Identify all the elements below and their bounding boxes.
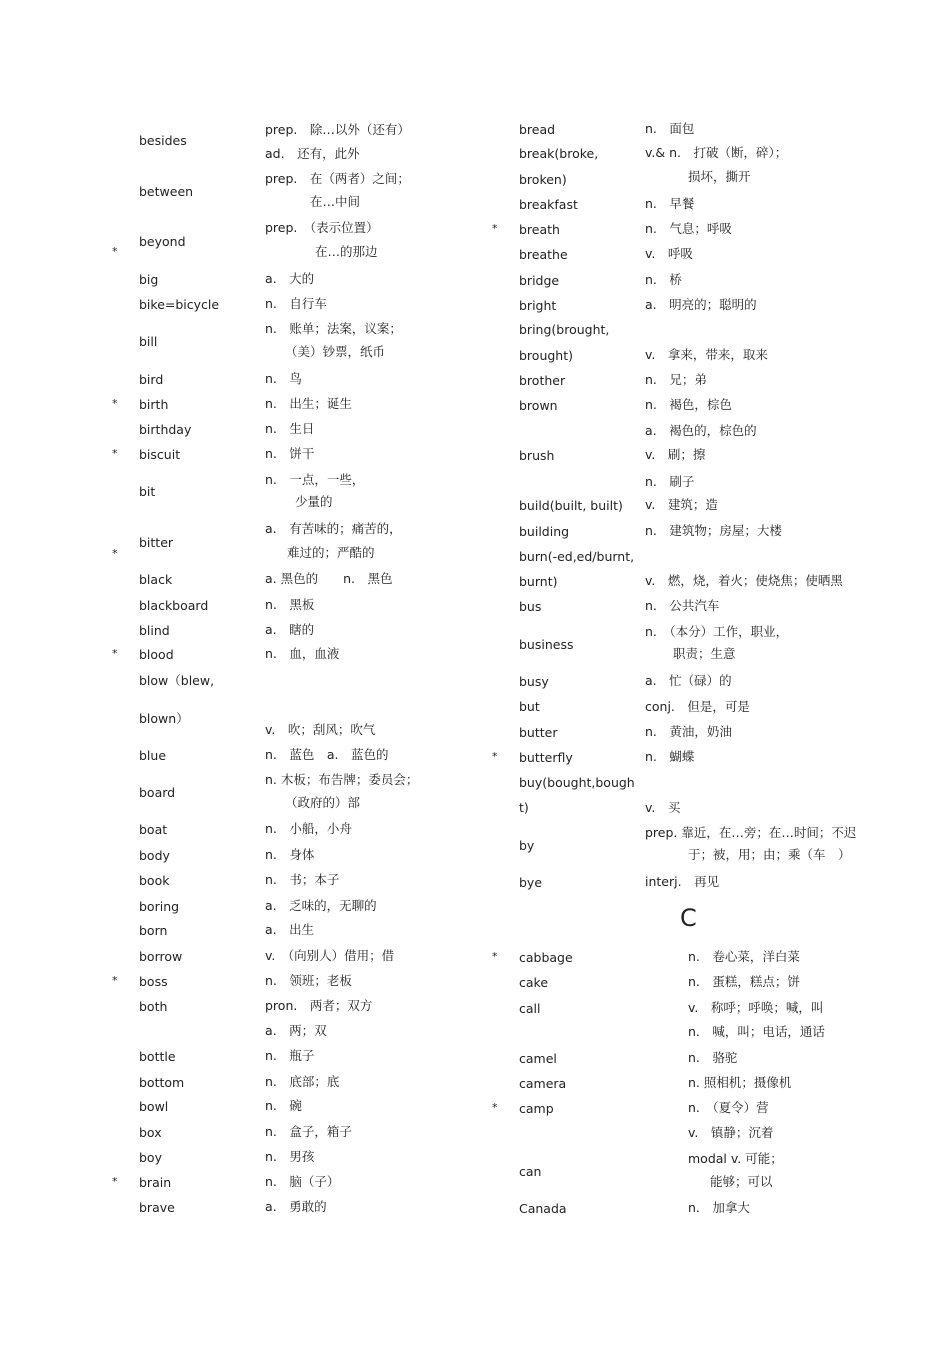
vocab-word: breath — [519, 222, 560, 237]
vocab-word: burnt) — [519, 574, 558, 589]
vocab-definition: n. 出生；诞生 — [265, 396, 352, 411]
vocab-definition: a. 瞎的 — [265, 622, 315, 637]
vocab-word: blackboard — [139, 598, 209, 613]
vocab-definition: n. 底部；底 — [265, 1074, 340, 1089]
vocab-word: blue — [139, 748, 167, 763]
vocab-definition: （政府的）部 — [285, 795, 361, 810]
vocab-word: butterfly — [519, 750, 573, 765]
vocab-word: cabbage — [519, 950, 573, 965]
vocab-definition: n. 蝴蝶 — [645, 749, 695, 764]
vocab-definition: n. 生日 — [265, 421, 315, 436]
vocab-word: bike=bicycle — [139, 297, 220, 312]
vocab-word: big — [139, 272, 159, 287]
vocab-definition: v. 镇静；沉着 — [688, 1125, 774, 1140]
vocab-definition: v. 燃，烧，着火；使烧焦；使晒黑 — [645, 573, 843, 588]
vocab-definition: n. 一点，一些， — [265, 472, 365, 487]
vocab-word: body — [139, 848, 170, 863]
star-marker: * — [492, 1101, 498, 1114]
vocab-word: bitter — [139, 535, 174, 550]
vocab-definition: n. 蓝色 a. 蓝色的 — [265, 747, 389, 762]
vocab-definition: n. 蛋糕，糕点；饼 — [688, 974, 800, 989]
vocab-word: camp — [519, 1101, 554, 1116]
vocab-definition: v.& n. 打破（断，碎）； — [645, 145, 788, 160]
vocab-definition: n. 桥 — [645, 272, 682, 287]
vocab-word: breathe — [519, 247, 568, 262]
vocab-definition: prep. 除…以外（还有） — [265, 122, 410, 137]
vocab-definition: n. 木板；布告牌；委员会； — [265, 772, 419, 787]
vocab-definition: v. 拿来，带来，取来 — [645, 347, 768, 362]
vocab-word: building — [519, 524, 570, 539]
vocab-word: bread — [519, 122, 556, 137]
vocab-word: biscuit — [139, 447, 181, 462]
vocab-definition: v. 买 — [645, 800, 681, 815]
vocab-definition: a. 有苦味的；痛苦的， — [265, 521, 402, 536]
vocab-definition: n. 骆驼 — [688, 1050, 738, 1065]
vocab-word: boy — [139, 1150, 162, 1165]
vocab-word: breakfast — [519, 197, 578, 212]
vocab-word: break(broke, — [519, 146, 599, 161]
vocab-definition: n. 褐色，棕色 — [645, 397, 732, 412]
star-marker: * — [492, 222, 498, 235]
vocab-word: book — [139, 873, 170, 888]
star-marker: * — [112, 397, 118, 410]
vocab-word: cake — [519, 975, 549, 990]
vocab-definition: n. 鸟 — [265, 371, 302, 386]
vocab-word: bowl — [139, 1099, 169, 1114]
vocab-definition: a. 明亮的；聪明的 — [645, 297, 757, 312]
vocab-definition: a. 忙（碌）的 — [645, 673, 732, 688]
vocab-definition: a. 褐色的，棕色的 — [645, 423, 757, 438]
vocab-word: board — [139, 785, 176, 800]
vocab-definition: interj. 再见 — [645, 874, 720, 889]
vocab-definition: n. （夏令）营 — [688, 1100, 769, 1115]
vocab-word: bottle — [139, 1049, 176, 1064]
vocab-word: call — [519, 1001, 541, 1016]
vocab-definition: 职责；生意 — [673, 646, 736, 661]
vocab-definition: 能够；可以 — [710, 1174, 773, 1189]
vocab-word: black — [139, 572, 173, 587]
vocab-word: t) — [519, 800, 529, 815]
vocab-word: brother — [519, 373, 566, 388]
vocab-word: blown） — [139, 711, 189, 726]
vocab-definition: 在…中间 — [310, 194, 361, 209]
vocab-definition: ad. 还有，此外 — [265, 146, 360, 161]
vocab-definition: n. 身体 — [265, 847, 315, 862]
vocab-word: burn(-ed,ed/burnt, — [519, 549, 635, 564]
vocab-word: both — [139, 999, 168, 1014]
vocab-word: blind — [139, 623, 170, 638]
vocab-word: can — [519, 1164, 542, 1179]
vocab-definition: prep. （表示位置） — [265, 220, 379, 235]
vocab-definition: n. 账单；法案，议案； — [265, 321, 402, 336]
vocab-definition: n. 领班；老板 — [265, 973, 352, 988]
vocab-word: borrow — [139, 949, 183, 964]
vocab-definition: n. 自行车 — [265, 296, 327, 311]
vocab-definition: n. 喊，叫；电话，通话 — [688, 1024, 825, 1039]
vocab-definition: n. 卷心菜，洋白菜 — [688, 949, 800, 964]
vocab-word: Canada — [519, 1201, 567, 1216]
vocab-word: bridge — [519, 273, 560, 288]
vocab-definition: n. 公共汽车 — [645, 598, 720, 613]
vocab-word: besides — [139, 133, 187, 148]
vocab-definition: n. （本分）工作，职业， — [645, 624, 789, 639]
section-letter-c: C — [680, 904, 697, 932]
vocab-definition: 难过的；严酷的 — [287, 545, 375, 560]
vocab-definition: （美）钞票，纸币 — [285, 344, 386, 359]
vocab-definition: n. 血，血液 — [265, 646, 340, 661]
vocab-definition: modal v. 可能； — [688, 1151, 783, 1166]
vocab-word: bird — [139, 372, 164, 387]
star-marker: * — [492, 950, 498, 963]
vocab-definition: v. （向别人）借用；借 — [265, 948, 395, 963]
vocab-word: by — [519, 838, 535, 853]
vocab-word: boat — [139, 822, 168, 837]
star-marker: * — [492, 750, 498, 763]
vocab-word: but — [519, 699, 540, 714]
vocab-word: butter — [519, 725, 558, 740]
vocab-word: between — [139, 184, 194, 199]
vocab-definition: n. 照相机；摄像机 — [688, 1075, 792, 1090]
vocab-definition: n. 脑（子） — [265, 1174, 340, 1189]
vocab-word: brave — [139, 1200, 175, 1215]
vocab-word: broken) — [519, 172, 567, 187]
vocab-word: build(built, built) — [519, 498, 623, 513]
star-marker: * — [112, 1175, 118, 1188]
vocab-definition: pron. 两者；双方 — [265, 998, 373, 1013]
vocab-word: bye — [519, 875, 543, 890]
vocab-word: bottom — [139, 1075, 185, 1090]
vocab-word: bill — [139, 334, 158, 349]
vocab-definition: n. 建筑物；房屋；大楼 — [645, 523, 782, 538]
vocab-definition: n. 书；本子 — [265, 872, 340, 887]
vocab-definition: 少量的 — [295, 494, 333, 509]
vocab-definition: n. 面包 — [645, 121, 695, 136]
vocab-definition: prep. 在（两者）之间； — [265, 171, 410, 186]
vocab-definition: a. 勇敢的 — [265, 1199, 327, 1214]
vocab-definition: n. 盒子，箱子 — [265, 1124, 352, 1139]
vocab-word: brown — [519, 398, 558, 413]
vocab-word: beyond — [139, 234, 186, 249]
vocab-word: birthday — [139, 422, 192, 437]
vocab-definition: n. 早餐 — [645, 196, 695, 211]
star-marker: * — [112, 547, 118, 560]
vocab-word: brought) — [519, 348, 574, 363]
vocab-definition: a. 大的 — [265, 271, 315, 286]
vocab-definition: v. 称呼；呼唤；喊，叫 — [688, 1000, 824, 1015]
vocab-word: blow（blew, — [139, 673, 215, 688]
vocab-word: blood — [139, 647, 174, 662]
vocab-word: birth — [139, 397, 169, 412]
vocab-definition: n. 兄；弟 — [645, 372, 707, 387]
vocab-definition: n. 瓶子 — [265, 1048, 315, 1063]
star-marker: * — [112, 447, 118, 460]
vocab-definition: n. 饼干 — [265, 446, 315, 461]
vocab-definition: n. 碗 — [265, 1098, 302, 1113]
vocab-definition: n. 男孩 — [265, 1149, 315, 1164]
vocab-word: born — [139, 923, 168, 938]
vocab-definition: n. 刷子 — [645, 474, 695, 489]
vocab-definition: conj. 但是，可是 — [645, 699, 750, 714]
vocab-word: boss — [139, 974, 168, 989]
vocab-word: camera — [519, 1076, 567, 1091]
vocab-definition: n. 黄油，奶油 — [645, 724, 732, 739]
vocab-definition: 损坏，撕开 — [688, 169, 751, 184]
vocab-word: box — [139, 1125, 162, 1140]
vocab-definition: a. 黑色的 n. 黑色 — [265, 571, 393, 586]
vocab-definition: 于；被，用；由；乘（车 ） — [688, 847, 851, 862]
star-marker: * — [112, 974, 118, 987]
vocab-definition: n. 黑板 — [265, 597, 315, 612]
vocab-word: bit — [139, 484, 156, 499]
vocab-word: bus — [519, 599, 542, 614]
vocab-definition: n. 气息；呼吸 — [645, 221, 732, 236]
vocab-word: business — [519, 637, 574, 652]
vocab-word: brain — [139, 1175, 172, 1190]
vocab-definition: 在…的那边 — [315, 244, 378, 259]
vocab-word: boring — [139, 899, 180, 914]
vocab-definition: v. 呼吸 — [645, 246, 693, 261]
star-marker: * — [112, 245, 118, 258]
star-marker: * — [112, 647, 118, 660]
vocab-definition: a. 出生 — [265, 922, 315, 937]
vocab-definition: prep. 靠近，在…旁；在…时间；不迟 — [645, 825, 857, 840]
vocab-word: camel — [519, 1051, 557, 1066]
vocab-definition: v. 吹；刮风；吹气 — [265, 722, 376, 737]
vocab-word: bring(brought, — [519, 322, 610, 337]
vocab-word: bright — [519, 298, 557, 313]
vocab-definition: a. 两；双 — [265, 1023, 327, 1038]
vocab-definition: v. 建筑；造 — [645, 497, 718, 512]
vocab-word: busy — [519, 674, 549, 689]
vocab-definition: n. 加拿大 — [688, 1200, 750, 1215]
vocab-word: brush — [519, 448, 555, 463]
vocab-definition: a. 乏味的，无聊的 — [265, 898, 377, 913]
vocab-definition: n. 小船，小舟 — [265, 821, 352, 836]
vocab-word: buy(bought,bough — [519, 775, 635, 790]
vocab-definition: v. 刷；擦 — [645, 447, 706, 462]
